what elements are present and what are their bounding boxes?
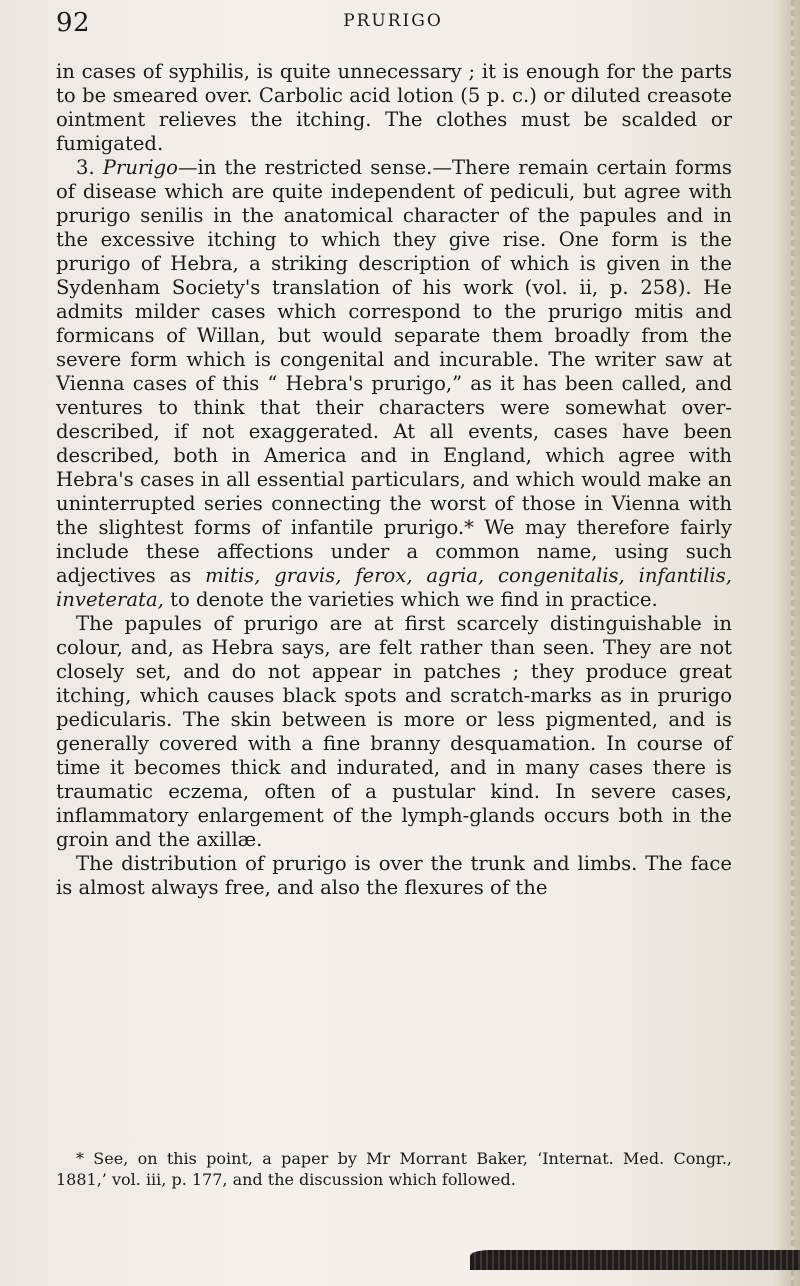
- body-text: [56, 60, 732, 900]
- page-bottom-edge: [470, 1250, 800, 1270]
- running-head: PRURIGO: [343, 11, 443, 31]
- paragraph-4-text: The distribution of prurigo is over the trunk and limbs. The face is almost always free, and also the flexures of the: [56, 852, 732, 899]
- variety-adjectives: mitis, gravis, ferox, agria, congenitalis, infantilis, inveterata,: [56, 564, 732, 611]
- section-number: 3.: [76, 156, 103, 179]
- page-header: [56, 8, 730, 38]
- section-title: Prurigo: [102, 156, 178, 179]
- paragraph-1: [56, 60, 732, 156]
- paragraph-2-ending: to denote the varieties which we find in practice.: [163, 588, 658, 611]
- paragraph-1-text: in cases of syphilis, is quite unnecessary ; it is enough for the parts to be smeared over. Carbolic acid lotion (5 p. c.) or diluted creasote ointment relieves the itching. The clothes must be scalded or fumigated.: [56, 60, 732, 155]
- paragraph-3-text: The papules of prurigo are at first scarcely distinguishable in colour, and, as Hebra says, are felt rather than seen. They are not closely set, and do not appear in patches ; they produce great itching, which causes black spots and scratch-marks as in prurigo pedicularis. The skin between is more or less pigmented, and is generally covered with a fine branny desquamation. In course of time it becomes thick and indurated, and in many cases there is traumatic eczema, often of a pustular kind. In severe cases, inflammatory enlargement of the lymph-glands occurs both in the groin and the axillæ.: [56, 612, 732, 851]
- paragraph-4: [56, 852, 732, 900]
- footnote: * See, on this point, a paper by Mr Morrant Baker, ‘Internat. Med. Congr., 1881,’ vol. iii, p. 177, and the discussion which followed.: [56, 1149, 732, 1189]
- binding-stripe: [791, 0, 794, 1286]
- page-edge-shadow: [774, 0, 800, 1286]
- paragraph-2-text: —in the restricted sense.—There remain certain forms of disease which are quite independent of pediculi, but agree with prurigo senilis in the anatomical character of the papules and in the excessive itching to which they give rise. One form is the prurigo of Hebra, a striking description of which is given in the Sydenham Society's translation of his work (vol. ii, p. 258). He admits milder cases which correspond to the prurigo mitis and formicans of Willan, but would separate them broadly from the severe form which is congenital and incurable. The writer saw at Vienna cases of this “ Hebra's prurigo,” as it has been called, and ventures to think that their characters were somewhat over-described, if not exaggerated. At all events, cases have been described, both in America and in England, which agree with Hebra's cases in all essential particulars, and which would make an uninterrupted series connecting the worst of those in Vienna with the slightest forms of infantile prurigo.* We may therefore fairly include these affections under a common name, using such adjectives as: [56, 156, 732, 587]
- paragraph-3: [56, 612, 732, 852]
- page-number: 92: [56, 8, 91, 38]
- paragraph-2: [56, 156, 732, 612]
